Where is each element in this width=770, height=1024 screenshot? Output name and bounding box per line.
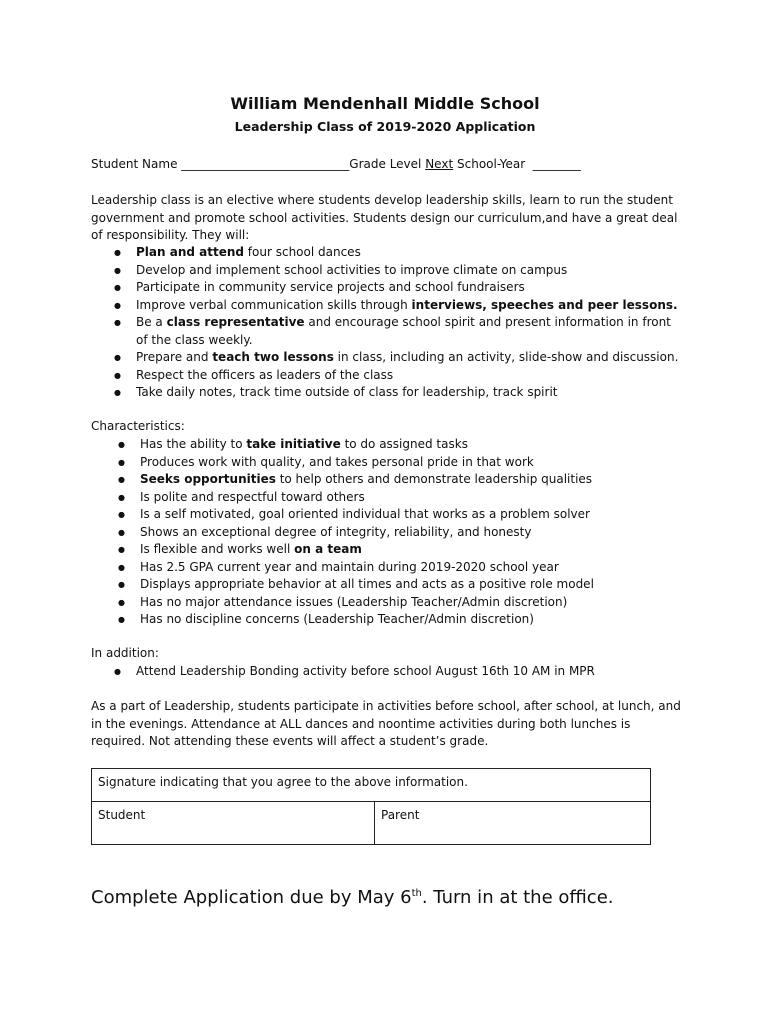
grade-level-label: Grade Level [349, 157, 422, 171]
bullet-icon: ● [114, 667, 121, 676]
intro-paragraph: Leadership class is an elective where students develop leadership skills, learn to run the student government and promote school activities. Students design our curriculum,and have a great deal of responsibility. They will: [91, 193, 678, 242]
item-text: Produces work with quality, and takes personal pride in that work [140, 454, 534, 469]
list-item [118, 594, 680, 612]
bullet-icon: ● [114, 265, 121, 275]
list-item [118, 436, 680, 454]
item-text: Participate in community service projects and school fundraisers [136, 280, 525, 294]
student-name-label: Student Name [91, 157, 178, 171]
bold-text: interviews, speeches and peer lessons. [411, 297, 678, 312]
page-subtitle: Leadership Class of 2019-2020 Application [234, 119, 536, 134]
bullet-icon: ● [118, 562, 125, 572]
bullet-icon: ● [118, 597, 125, 607]
item-text: Has 2.5 GPA current year and maintain during 2019-2020 school year [140, 559, 559, 574]
list-item [114, 244, 676, 262]
student-signature-cell[interactable]: Student [92, 802, 375, 845]
will-list [114, 244, 679, 402]
bullet-icon: ● [118, 545, 125, 554]
bullet-icon: ● [118, 440, 125, 449]
school-year-label: School-Year [457, 157, 526, 171]
list-item [114, 367, 676, 385]
item-text: Be a [136, 315, 167, 329]
next-label: Next [425, 157, 454, 171]
item-text: Shows an exceptional degree of integrity, reliability, and honesty [140, 524, 532, 539]
bold-text: Plan and attend [136, 245, 244, 259]
item-text: Attend Leadership Bonding activity before school August 16th 10 AM in MPR [136, 664, 595, 678]
item-text: Respect the officers as leaders of the class [136, 367, 394, 382]
item-text: Prepare and [136, 350, 213, 364]
item-text: to do assigned tasks [340, 437, 468, 451]
bullet-icon: ● [114, 388, 121, 397]
item-text: Is polite and respectful toward others [140, 489, 365, 504]
list-item [118, 541, 680, 559]
due-text: Complete Application due by May 6 [91, 887, 412, 908]
item-text: Take daily notes, track time outside of class for leadership, track spirit [136, 385, 558, 399]
bold-text: on a team [294, 542, 362, 556]
closing-paragraph: As a part of Leadership, students participate in activities before school, after school, at lunch, and in the evenings. Attendance at ALL dances and noontime activities during both lunches is required. Not attending these events will affect a student’s grade. [91, 699, 681, 748]
list-item [114, 279, 676, 297]
addition-label: In addition: [91, 646, 159, 660]
due-superscript: th [411, 888, 422, 899]
student-info-line [91, 157, 581, 171]
page-title: William Mendenhall Middle School [230, 94, 540, 113]
parent-signature-cell[interactable]: Parent [375, 802, 651, 845]
characteristics-label: Characteristics: [91, 419, 185, 433]
item-text: Displays appropriate behavior at all times and acts as a positive role model [140, 577, 594, 591]
bullet-icon: ● [114, 353, 121, 362]
bullet-icon: ● [114, 283, 121, 292]
list-item [118, 471, 680, 489]
school-year-blank: ________ [532, 157, 581, 171]
item-text: Has no major attendance issues (Leadership Teacher/Admin discretion) [140, 594, 568, 609]
student-name-blank: ____________________________ [181, 157, 350, 171]
list-item [114, 384, 676, 402]
due-text-end: . Turn in at the office. [421, 887, 614, 908]
item-text: Has no discipline concerns (Leadership Teacher/Admin discretion) [140, 612, 534, 626]
item-text: Is a self motivated, goal oriented individual that works as a problem solver [140, 507, 590, 521]
item-text: Improve verbal communication skills through [136, 297, 412, 312]
due-notice [91, 887, 614, 908]
item-text: to help others and demonstrate leadership qualities [275, 472, 593, 486]
item-text: Has the ability to [140, 437, 247, 451]
characteristics-list [118, 436, 680, 629]
bullet-icon: ● [114, 248, 121, 257]
bullet-icon: ● [118, 527, 125, 537]
item-text: and encourage school spirit and present information in front of the class weekly. [136, 315, 671, 347]
list-item [118, 576, 680, 594]
list-item [118, 559, 680, 577]
list-item [114, 262, 676, 280]
list-item [114, 314, 676, 349]
item-text: four school dances [243, 245, 361, 259]
bullet-icon: ● [118, 580, 125, 589]
bold-text: class representative [166, 315, 305, 329]
bullet-icon: ● [118, 615, 125, 624]
list-item [118, 611, 680, 629]
list-item [114, 663, 676, 681]
bullet-icon: ● [114, 300, 121, 310]
bullet-icon: ● [118, 492, 125, 502]
bold-text: Seeks opportunities [140, 472, 276, 486]
addition-list [114, 663, 676, 681]
list-item [118, 506, 680, 524]
bold-text: teach two lessons [212, 350, 334, 364]
bullet-icon: ● [114, 370, 121, 380]
bullet-icon: ● [114, 318, 121, 327]
signature-header: Signature indicating that you agree to the above information. [92, 769, 651, 802]
list-item [118, 524, 680, 542]
item-text: in class, including an activity, slide-show and discussion. [333, 350, 679, 364]
bullet-icon: ● [118, 475, 125, 484]
bullet-icon: ● [118, 510, 125, 519]
bullet-icon: ● [118, 457, 125, 467]
list-item [118, 454, 680, 472]
bold-text: take initiative [246, 437, 341, 451]
list-item [114, 297, 678, 315]
list-item [114, 349, 679, 367]
item-text: Is flexible and works well [140, 542, 295, 556]
list-item [118, 489, 680, 507]
signature-table [91, 768, 651, 845]
item-text: Develop and implement school activities to improve climate on campus [136, 262, 568, 277]
